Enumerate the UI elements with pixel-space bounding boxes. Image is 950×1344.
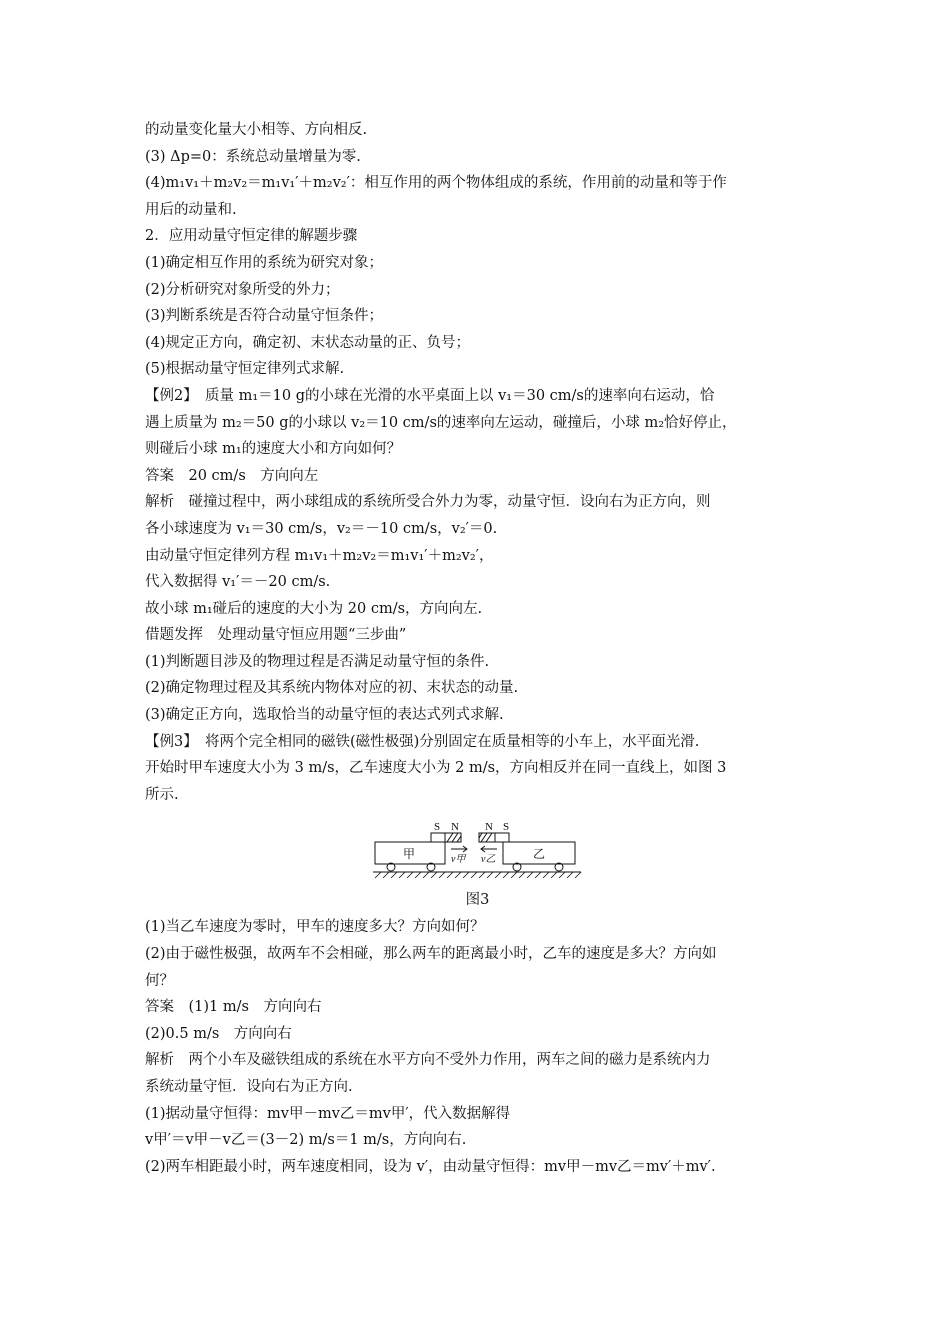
magnet-s-block (495, 833, 509, 842)
text-line: (4)m₁v₁＋m₂v₂＝m₁v₁′＋m₂v₂′：相互作用的两个物体组成的系统，作用前的动量和等于作 (145, 175, 727, 192)
text-line: (2)0.5 m/s 方向向右 (145, 1025, 292, 1042)
text-line: 系统动量守恒．设向右为正方向. (145, 1079, 353, 1095)
text-line: 则碰后小球 m₁的速度大小和方向如何？ (145, 441, 402, 458)
text-line: 解析 碰撞过程中，两小球组成的系统所受合外力为零，动量守恒．设向右为正方向，则 (145, 494, 711, 511)
text-line: 所示. (145, 786, 179, 803)
text-line: 答案 (1)1 m/s 方向向右 (145, 999, 322, 1016)
text-line: v甲′＝v甲－v乙＝(3－2) m/s＝1 m/s，方向向右. (145, 1132, 467, 1149)
text-line: 解析 两个小车及磁铁组成的系统在水平方向不受外力作用，两车之间的磁力是系统内力 (145, 1052, 711, 1069)
text-line: 何？ (145, 972, 174, 989)
text-line: 的动量变化量大小相等、方向相反. (145, 122, 368, 138)
figure-3 (145, 816, 810, 914)
figure-caption: 图3 (465, 892, 490, 909)
text-line: (3)确定正方向，选取恰当的动量守恒的表达式列式求解. (145, 707, 504, 724)
text-line: 由动量守恒定律列方程 m₁v₁＋m₂v₂＝m₁v₁′＋m₂v₂′， (145, 547, 494, 564)
text-line: (2)确定物理过程及其系统内物体对应的初、末状态的动量. (145, 680, 519, 697)
pole-label: N (451, 821, 459, 834)
cart-right-label: 乙 (533, 847, 546, 862)
magnet-s-block (431, 833, 445, 842)
velocity-right-label: v乙 (481, 854, 496, 866)
text-line: (3) Δp=0：系统总动量增量为零. (145, 148, 361, 165)
cart-left-label: 甲 (403, 847, 416, 862)
ground-hatching (375, 872, 581, 878)
pole-label: N (485, 821, 493, 834)
text-line: 故小球 m₁碰后的速度的大小为 20 cm/s，方向向左. (145, 600, 483, 617)
text-line: (1)判断题目涉及的物理过程是否满足动量守恒的条件. (145, 653, 490, 670)
text-block-before (145, 117, 810, 808)
pole-label: S (503, 821, 510, 834)
text-line: (5)根据动量守恒定律列式求解. (145, 361, 345, 378)
text-block-after (145, 914, 810, 1180)
text-line: (1)据动量守恒得：mv甲－mv乙＝mv甲′，代入数据解得 (145, 1105, 511, 1122)
text-line: 遇上质量为 m₂＝50 g的小球以 v₂＝10 cm/s的速率向左运动，碰撞后，小球 m₂恰好停止， (145, 414, 737, 431)
pole-label: S (434, 821, 441, 834)
two-carts-diagram (373, 816, 583, 886)
velocity-left-label: v甲 (451, 854, 466, 866)
text-line: (2)两车相距最小时，两车速度相同，设为 v′，由动量守恒得：mv甲－mv乙＝mv′＋mv′. (145, 1158, 716, 1175)
text-line: 各小球速度为 v₁＝30 cm/s，v₂＝－10 cm/s，v₂′＝0. (145, 520, 498, 537)
text-line: 【例2】 质量 m₁＝10 g的小球在光滑的水平桌面上以 v₁＝30 cm/s的速率向右运动，恰 (145, 387, 715, 404)
text-line: (1)确定相互作用的系统为研究对象； (145, 254, 384, 271)
document-page (145, 117, 810, 1180)
text-line: 【例3】 将两个完全相同的磁铁(磁性极强)分别固定在质量相等的小车上，水平面光滑. (145, 733, 700, 750)
text-line: 代入数据得 v₁′＝－20 cm/s. (145, 574, 331, 591)
text-line: 用后的动量和. (145, 201, 237, 218)
text-line: (3)判断系统是否符合动量守恒条件； (145, 308, 384, 325)
text-line: (2)由于磁性极强，故两车不会相碰，那么两车的距离最小时，乙车的速度是多大？方向如 (145, 946, 717, 963)
text-line: 开始时甲车速度大小为 3 m/s，乙车速度大小为 2 m/s，方向相反并在同一直线上，如图 3 (145, 760, 727, 777)
text-line: (4)规定正方向，确定初、末状态动量的正、负号； (145, 334, 471, 351)
text-line: 借题发挥 处理动量守恒应用题“三步曲” (145, 627, 407, 644)
text-line: (1)当乙车速度为零时，甲车的速度多大？方向如何？ (145, 919, 485, 936)
text-line: (2)分析研究对象所受的外力； (145, 281, 340, 298)
text-line: 答案 20 cm/s 方向向左 (145, 467, 319, 484)
text-line: 2．应用动量守恒定律的解题步骤 (145, 228, 358, 245)
